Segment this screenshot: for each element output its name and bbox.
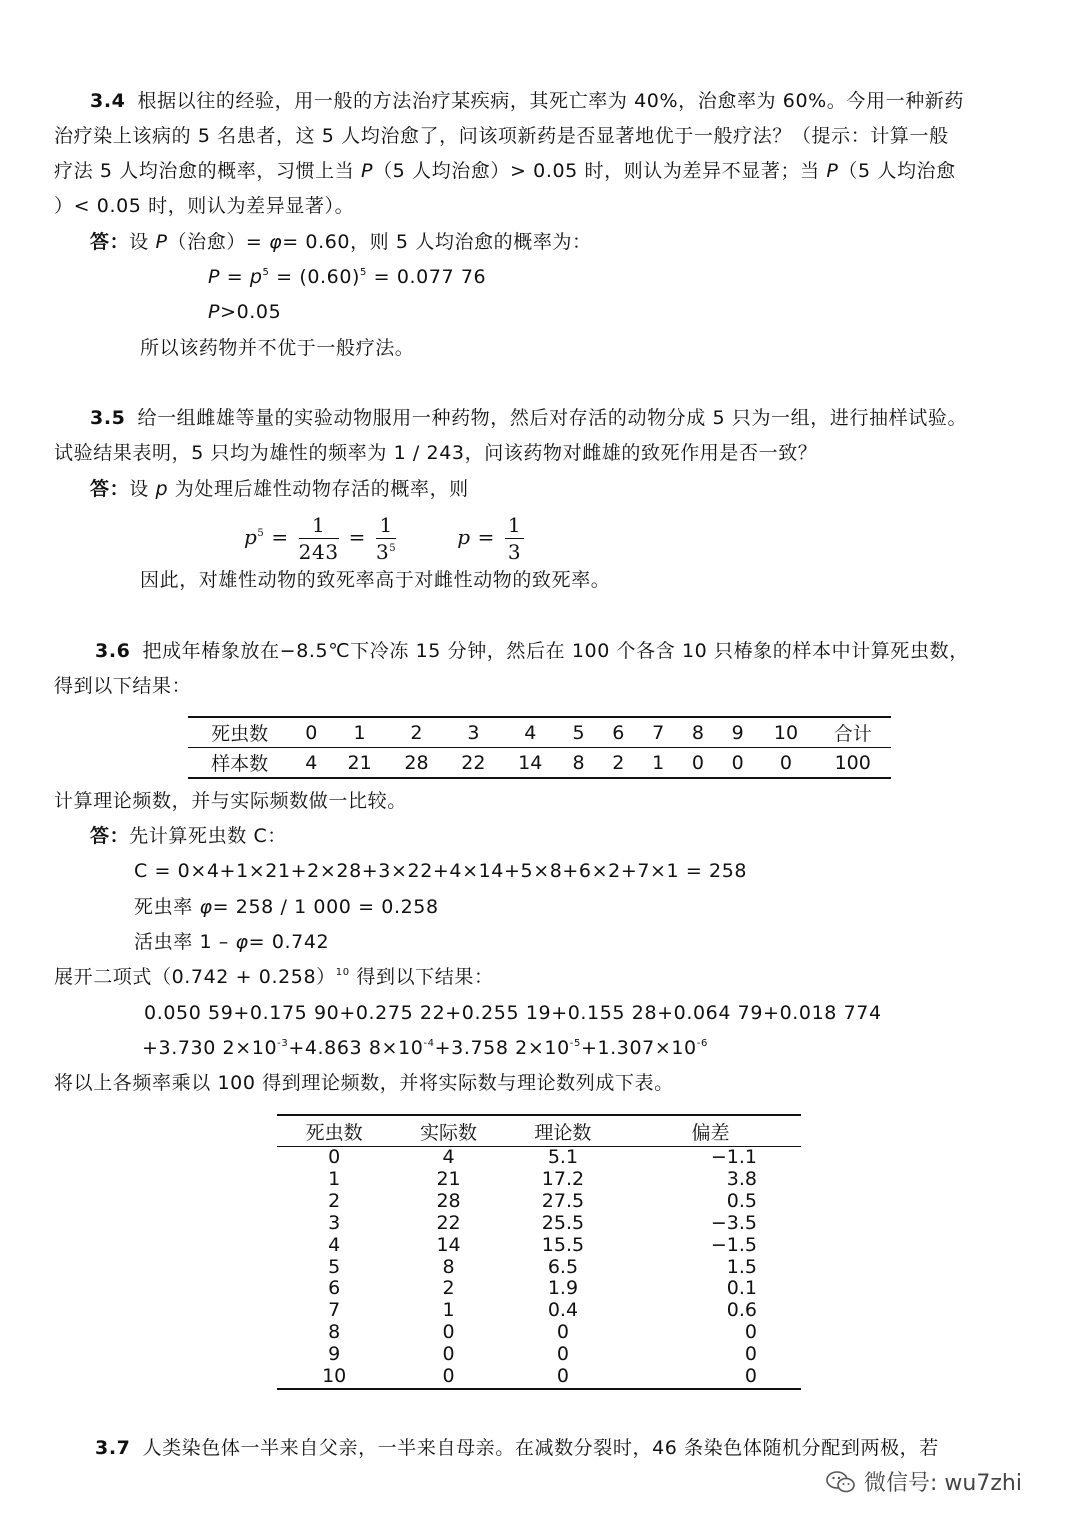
- table-row: [277, 1300, 801, 1322]
- cell-dead: 3: [328, 1211, 341, 1234]
- q36-a4b: φ: [235, 931, 249, 953]
- cell-actual: 21: [436, 1167, 461, 1190]
- q36-answer-line-2: C = 0×4+1×21+2×28+3×22+4×14+5×8+6×2+7×1 = 258: [134, 860, 748, 882]
- cell: 0: [779, 751, 793, 774]
- cell-dead: 7: [328, 1299, 341, 1322]
- cell-actual: 0: [442, 1365, 455, 1388]
- frac-den: 243: [298, 540, 339, 564]
- frac-den: 3: [507, 540, 522, 564]
- cell-theoretical: 0: [556, 1321, 569, 1344]
- q34-a3a: P: [208, 301, 221, 323]
- cell-actual: 14: [436, 1233, 461, 1256]
- cell-actual: 1: [442, 1299, 455, 1322]
- q36-a3c: = 258 / 1 000 = 0.258: [212, 896, 439, 918]
- cell: 合计: [814, 717, 891, 748]
- cell-theoretical: 5.1: [547, 1146, 579, 1168]
- cell: 10: [758, 717, 815, 748]
- cell: 14: [518, 751, 543, 774]
- table-header-row: [277, 1115, 801, 1147]
- cell-deviation: −1.1: [710, 1146, 757, 1168]
- cell: 22: [461, 751, 486, 774]
- q34-text-3a: 疗法 5 人均治愈的概率，习惯上当: [54, 160, 362, 182]
- cell-theoretical: 27.5: [541, 1189, 585, 1212]
- q34-a3b: >0.05: [220, 301, 282, 323]
- cell: 8: [678, 717, 718, 748]
- header-actual: 实际数: [391, 1115, 505, 1147]
- cell: 0: [291, 717, 331, 748]
- q34-text-3e: （5 人均治愈: [838, 160, 956, 182]
- q36-number: 3.6: [95, 640, 131, 662]
- cell-theoretical: 25.5: [541, 1211, 585, 1234]
- cell: 100: [834, 751, 871, 774]
- cell: 8: [572, 751, 585, 774]
- formula-exp: 5: [257, 528, 265, 539]
- cell-theoretical: 0.4: [547, 1299, 579, 1322]
- q34-a2e: = (0.60): [269, 266, 361, 288]
- q36-a7e: +3.758 2×10: [434, 1037, 570, 1059]
- cell-deviation: 0: [744, 1343, 757, 1366]
- q36-line-3: 计算理论频数，并与实际频数做一比较。: [54, 790, 407, 812]
- q34-line-3: [54, 158, 1044, 184]
- q35-answer-label: 答：: [90, 478, 130, 500]
- cell-dead: 8: [328, 1321, 341, 1344]
- table-row-samples: [188, 748, 891, 779]
- q36-a7h: -6: [696, 1038, 708, 1049]
- cell-deviation: 0: [744, 1321, 757, 1344]
- q36-a7g: +1.307×10: [580, 1037, 697, 1059]
- q36-answer-line-3: [134, 894, 1080, 920]
- q35-a1c: 为处理后雄性动物存活的概率，则: [168, 478, 469, 500]
- q36-answer-label: 答：: [90, 825, 130, 847]
- cell: 0: [731, 751, 744, 774]
- q34-line-1: [90, 88, 1080, 114]
- q34-answer-line-4: 所以该药物并不优于一般疗法。: [140, 337, 415, 359]
- formula-eq: =: [271, 525, 289, 549]
- q36-a5a: 展开二项式（0.742 + 0.258）: [54, 966, 336, 988]
- fraction-1-3: [505, 512, 524, 565]
- table-row: [277, 1344, 801, 1366]
- table-row: [277, 1169, 801, 1191]
- formula-eq2: =: [477, 525, 495, 549]
- cell-deviation: 0.5: [726, 1189, 757, 1212]
- q36-line-2: 得到以下结果：: [54, 675, 192, 697]
- cell-deviation: 0.1: [726, 1277, 757, 1300]
- table-row: [277, 1278, 801, 1300]
- cell-deviation: 3.8: [726, 1167, 757, 1190]
- cell-actual: 28: [436, 1189, 461, 1212]
- wechat-icon: [826, 1471, 856, 1493]
- cell-theoretical: 0: [556, 1343, 569, 1366]
- q34-a1a: 设: [129, 231, 156, 253]
- q36-answer-line-5: [54, 964, 1044, 990]
- q36-a5c: 得到以下结果：: [349, 966, 494, 988]
- header-dead: 死虫数: [277, 1115, 391, 1147]
- header-deviation: 偏差: [620, 1115, 801, 1147]
- q34-line-2: 治疗染上该病的 5 名患者，这 5 人均治愈了，问该项新药是否显著地优于一般疗法？（提示：计算一般: [54, 125, 949, 147]
- frequency-comparison-table: [277, 1114, 801, 1390]
- frac-num: 1: [376, 512, 396, 539]
- cell: 4: [305, 751, 318, 774]
- cell-actual: 0: [442, 1321, 455, 1344]
- table-row: [277, 1235, 801, 1257]
- q35-formula: [244, 512, 1080, 568]
- cell-dead: 4: [328, 1233, 341, 1256]
- q34-answer-line-1: [90, 229, 1080, 255]
- cell-dead: 5: [328, 1255, 341, 1278]
- q35-line-2: 试验结果表明，5 只均为雄性的频率为 1 / 243，问该药物对雌雄的致死作用是否一致？: [54, 442, 818, 464]
- fraction-1-243: [299, 512, 339, 565]
- cell: 2: [612, 751, 625, 774]
- q34-line-4: ）< 0.05 时，则认为差异显著）。: [54, 195, 355, 217]
- table-row: [277, 1213, 801, 1235]
- cell: 7: [638, 717, 678, 748]
- cell-theoretical: 6.5: [547, 1255, 579, 1278]
- cell: 5: [559, 717, 599, 748]
- q34-a1c: （治愈）=: [167, 231, 270, 253]
- cell-dead: 9: [328, 1343, 341, 1366]
- frac-den-exp: 5: [389, 543, 397, 554]
- q36-answer-line-1: [90, 823, 1080, 849]
- cell-theoretical: 17.2: [541, 1167, 585, 1190]
- q34-a1e: = 0.60，则 5 人均治愈的概率为：: [282, 231, 592, 253]
- frac-num: 1: [505, 512, 524, 539]
- q36-a4a: 活虫率 1 –: [134, 931, 236, 953]
- q35-number: 3.5: [90, 407, 126, 429]
- cell: 0: [691, 751, 704, 774]
- q34-a1b: P: [155, 231, 168, 253]
- q34-var-p: P: [361, 160, 374, 182]
- q36-a3b: φ: [199, 896, 213, 918]
- q37-line-1: [95, 1435, 1080, 1461]
- wechat-watermark: [826, 1466, 1022, 1497]
- q36-answer-line-6: 0.050 59+0.175 90+0.275 22+0.255 19+0.155 28+0.064 79+0.018 774: [144, 1002, 882, 1024]
- q35-a1b: p: [155, 478, 169, 500]
- q35-answer-line-1: [90, 476, 1080, 502]
- cell-theoretical: 1.9: [547, 1277, 579, 1300]
- cell: 2: [388, 717, 445, 748]
- cell-dead: 10: [322, 1365, 347, 1388]
- q34-a2a: P: [208, 266, 221, 288]
- cell: 6: [598, 717, 638, 748]
- q34-a2b: =: [220, 266, 250, 288]
- q34-var-p: P: [826, 160, 839, 182]
- cell-deviation: −1.5: [710, 1233, 757, 1256]
- cell-deviation: 0.6: [726, 1299, 757, 1322]
- table-row: [277, 1366, 801, 1389]
- q34-number: 3.4: [90, 90, 126, 112]
- q34-answer-line-3: [208, 299, 1080, 325]
- q34-answer-line-2: [208, 264, 1080, 290]
- cell-theoretical: 0: [556, 1365, 569, 1388]
- cell: 1: [652, 751, 665, 774]
- q35-text-1: 给一组雌雄等量的实验动物服用一种药物，然后对存活的动物分成 5 只为一组，进行抽样试验。: [137, 407, 968, 429]
- q34-text-3c: （5 人均治愈）> 0.05 时，则认为差异不显著；当: [373, 160, 827, 182]
- q34-text-1: 根据以往的经验，用一般的方法治疗某疾病，其死亡率为 40%，治愈率为 60%。今用一种新药: [137, 90, 965, 112]
- table-row: [277, 1322, 801, 1344]
- cell: 1: [331, 717, 388, 748]
- cell: 4: [502, 717, 559, 748]
- q37-text-1: 人类染色体一半来自父亲，一半来自母亲。在减数分裂时，46 条染色体随机分配到两极，若: [142, 1437, 939, 1459]
- q36-a5b: 10: [335, 967, 350, 978]
- q36-a7d: -4: [423, 1038, 435, 1049]
- q34-a2f: 5: [360, 267, 368, 278]
- cell-deviation: −3.5: [710, 1211, 757, 1234]
- row-label: 样本数: [211, 753, 269, 775]
- cell: 28: [404, 751, 429, 774]
- q36-a7f: -5: [569, 1038, 581, 1049]
- frac-num: 1: [299, 512, 339, 539]
- q35-answer-line-3: 因此，对雄性动物的致死率高于对雌性动物的致死率。: [140, 569, 611, 591]
- cell-dead: 0: [328, 1146, 341, 1168]
- formula-eq: =: [348, 525, 366, 549]
- cell-actual: 0: [442, 1343, 455, 1366]
- watermark-text: 微信号: wu7zhi: [864, 1471, 1022, 1496]
- frac-den: [376, 539, 396, 565]
- cell-deviation: 1.5: [726, 1255, 757, 1278]
- q36-answer-line-4: [134, 929, 1080, 955]
- q36-a7a: +3.730 2×10: [142, 1037, 278, 1059]
- q34-a2g: = 0.077 76: [367, 266, 487, 288]
- cell-dead: 6: [328, 1277, 341, 1300]
- cell-actual: 8: [442, 1255, 455, 1278]
- cell-theoretical: 15.5: [541, 1233, 585, 1256]
- q36-a3a: 死虫率: [134, 896, 200, 918]
- dead-insect-table: [188, 716, 891, 779]
- q34-answer-label: 答：: [90, 231, 130, 253]
- table-row: [277, 1257, 801, 1279]
- fraction-1-3-pow5: [376, 512, 396, 565]
- q35-line-1: [90, 405, 1080, 431]
- cell: 9: [718, 717, 758, 748]
- formula-p2: p: [457, 525, 471, 549]
- cell-deviation: 0: [744, 1365, 757, 1388]
- table-row: [277, 1191, 801, 1213]
- q36-a1: 先计算死虫数 C：: [129, 825, 287, 847]
- q36-a4c: = 0.742: [248, 931, 330, 953]
- frac-den-base: 3: [375, 540, 390, 564]
- table2-body: [277, 1147, 801, 1389]
- q34-a1d: φ: [269, 231, 283, 253]
- row-label: 死虫数: [188, 717, 291, 748]
- q36-answer-line-7: [142, 1035, 1080, 1061]
- cell-actual: 22: [436, 1211, 461, 1234]
- cell-actual: 2: [442, 1277, 455, 1300]
- q34-a2d: 5: [262, 267, 270, 278]
- header-theoretical: 理论数: [506, 1115, 620, 1147]
- cell: 21: [347, 751, 372, 774]
- q36-answer-line-8: 将以上各频率乘以 100 得到理论频数，并将实际数与理论数列成下表。: [54, 1072, 674, 1094]
- cell: 3: [445, 717, 502, 748]
- cell-dead: 1: [328, 1167, 341, 1190]
- q37-number: 3.7: [95, 1437, 131, 1459]
- q36-text-1: 把成年椿象放在−8.5℃下冷冻 15 分钟，然后在 100 个各含 10 只椿象的样本中计算死虫数，: [142, 640, 969, 662]
- q36-a7c: +4.863 8×10: [288, 1037, 424, 1059]
- q35-a1a: 设: [129, 478, 156, 500]
- formula-p: p: [244, 525, 258, 549]
- table-row: [277, 1147, 801, 1169]
- q36-a7b: -3: [277, 1038, 289, 1049]
- q36-line-1: [95, 638, 1080, 664]
- cell-actual: 4: [442, 1146, 455, 1168]
- q34-a2c: p: [249, 266, 263, 288]
- cell-dead: 2: [328, 1189, 341, 1212]
- table-row-dead: [188, 717, 891, 748]
